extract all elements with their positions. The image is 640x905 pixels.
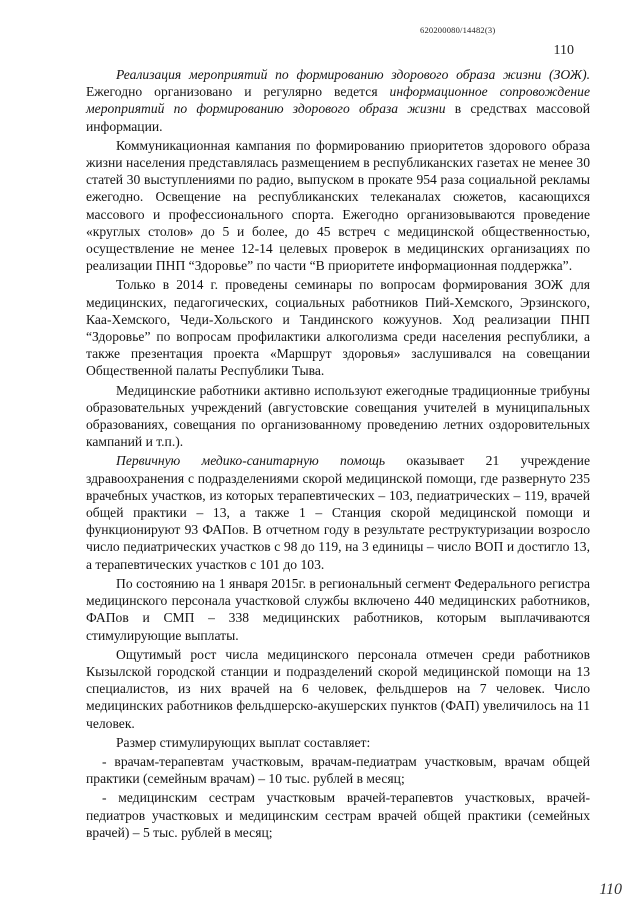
paragraph-payments-intro: Размер стимулирующих выплат составляет: [116,734,371,750]
section-heading-zozh: Реализация мероприятий по формированию здорового образа жизни (ЗОЖ). [116,67,590,82]
emphasis-text: информационное сопровождение мероприятий по формированию здорового образа жизни [86,84,590,117]
list-item-nurses-payment: - медицинским сестрам участковым врачей-терапевтов участковых, врачей-педиатров участковых и медицинским сестрам врачей общей практики (семейных врачей) – 5 тыс. рублей в месяц; [86,790,590,840]
handwritten-page-mark: 110 [599,881,622,898]
page-number: 110 [553,43,574,58]
paragraph-register: По состоянию на 1 января 2015г. в региональный сегмент Федерального регистра медицинского персонала участковой службы включено 440 медицинских работников, ФАПов и СМП – 338 медицинских работников, которым выплачиваются стимулирующие выплаты. [86,575,590,643]
paragraph-staff-growth: Ощутимый рост числа медицинского персонала отмечен среди работников Кызылской городской станции и подразделений скорой медицинской помощи на 13 специалистов, из них врачей на 6 человек, фельдшеров на 7 человек. Число медицинских работников фельдшерско-акушерских пунктов (ФАП) увеличилось на 11 человек. [86,646,590,731]
paragraph-seminars-2014: Только в 2014 г. проведены семинары по вопросам формирования ЗОЖ для медицинских, педагогических, социальных работников Пий-Хемского, Эрзинского, Каа-Хемского, Чеди-Хольского и Тандинского кожуунов. Ход реализации ПНП “Здоровье” по вопросам профилактики алкоголизма среди населения республики, а также презентация проекта «Маршрут здоровья» заслушивался на совещании Общественной палаты Республики Тыва. [86,277,590,379]
paragraph-zozh [86,66,590,135]
paragraph-primary-care [86,452,590,572]
list-item-doctors-payment: - врачам-терапевтам участковым, врачам-педиатрам участковым, врачам общей практики (семейным врачам) – 10 тыс. рублей в месяц; [86,753,590,787]
section-heading-primary-care: Первичную медико-санитарную помощь [116,453,386,469]
paragraph-text: в средствах массовой информации. [86,101,590,134]
paragraph-text: оказывает 21 учреждение здравоохранения с подразделениями скорой медицинской помощи, где развернуто 235 врачебных участков, из которых терапевтических – 103, педиатрических – 119, врачей общей практики – 13, а также 1 – Станция скорой медицинской помощи и функционируют 93 ФАПов. В отчетном году в результате реструктуризации возросло число педиатрических участков с 98 до 119, на 3 единицы – число ВОП и достигло 13, а терапевтических участков с 101 до 103. [86,453,590,572]
paragraph-text: Ежегодно организовано и регулярно ведется [86,84,390,100]
paragraph-communication-campaign: Коммуникационная кампания по формированию приоритетов здорового образа жизни населения представлялась размещением в республиканских газетах не менее 30 статей 30 выступлениями по радио, выпуском в прокате 954 раза социальной рекламы ежегодно. Освещение на республиканских телеканалах сюжетов, касающихся массового и профессионального спорта. Ежегодно организовываются проведение «круглых столов» до 5 и более, до 45 встреч с медицинской общественностью, осуществление не менее 12-14 целевых проверок в медицинских организациях по реализации ПНП “Здоровье” по части “В приоритете информационная поддержка”. [86,137,590,274]
document-body [86,66,590,843]
document-id: 620200080/14482(3) [420,25,496,35]
paragraph-medical-workers: Медицинские работники активно используют ежегодные традиционные трибуны образовательных учреждений (августовские совещания учителей в муниципальных образованиях, совещания по организованному проведению летних оздоровительных кампаний и т.п.). [86,382,590,450]
